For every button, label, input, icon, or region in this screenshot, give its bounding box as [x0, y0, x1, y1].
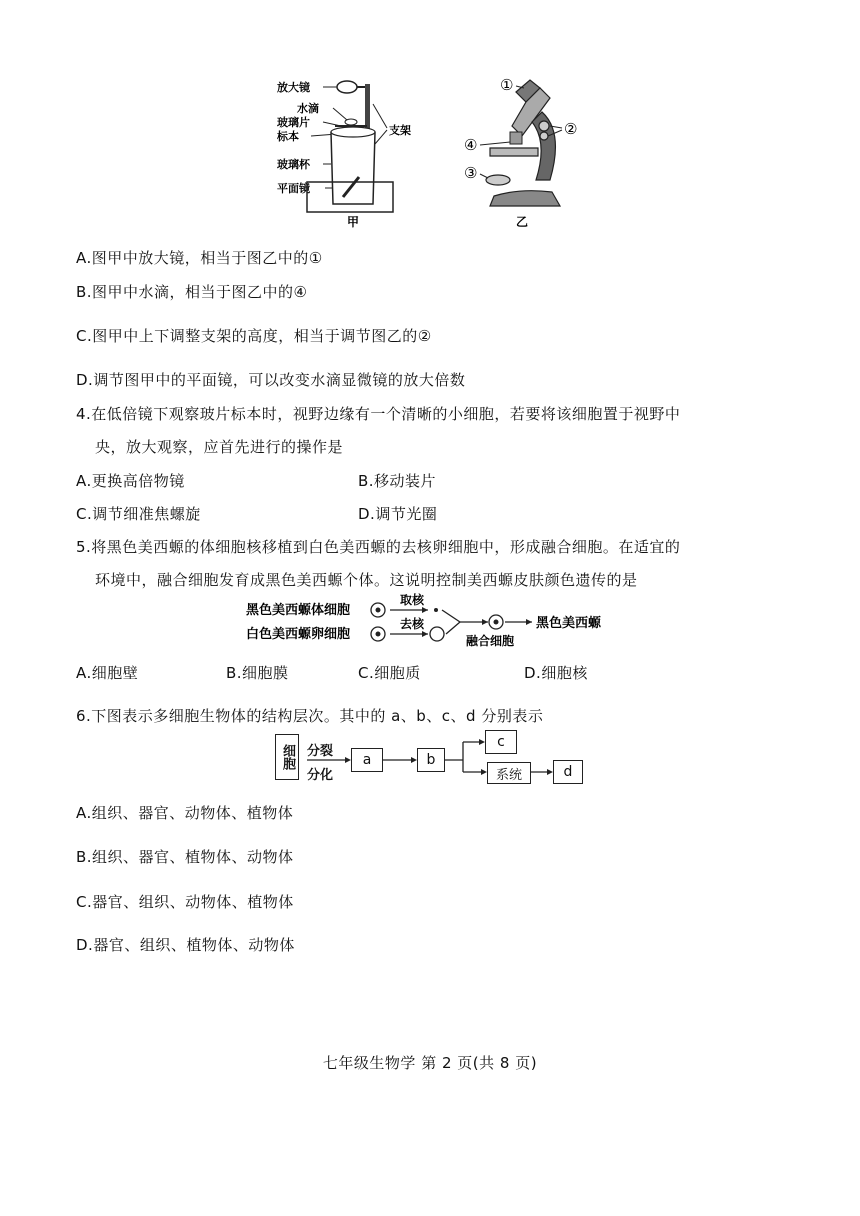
marker-4: ④ [464, 136, 478, 154]
figure-jia [275, 72, 435, 232]
q4-option-b: B.移动装片 [358, 472, 437, 490]
q6-action-differentiate: 分化 [307, 768, 334, 783]
q6-diagram [275, 730, 585, 786]
q3-option-c: C.图甲中上下调整支架的高度，相当于调节图乙的② [76, 327, 432, 345]
q6-box-d: d [553, 760, 583, 784]
q3-option-a: A.图甲中放大镜，相当于图乙中的① [76, 249, 323, 267]
q5-option-d: D.细胞核 [524, 664, 588, 682]
q5-diagram [244, 592, 616, 650]
q6-action-divide: 分裂 [307, 744, 334, 759]
q5-row2-action: 去核 [400, 617, 425, 631]
q5-row2-label: 白色美西螈卵细胞 [246, 627, 351, 642]
label-magnifier: 放大镜 [277, 81, 310, 94]
label-plane-mirror: 平面镜 [277, 182, 310, 195]
q6-cell-label: 细胞 [280, 744, 295, 770]
marker-1: ① [500, 76, 514, 94]
q6-box-c: c [485, 730, 517, 754]
label-support: 支架 [389, 124, 411, 137]
figure-yi [460, 72, 590, 232]
label-glass-cup: 玻璃杯 [277, 158, 310, 171]
q6-box-a: a [351, 748, 383, 772]
q4-stem-line2: 央，放大观察，应首先进行的操作是 [95, 438, 344, 456]
label-glass-slide: 玻璃片 [277, 116, 310, 129]
q4-option-c: C.调节细准焦螺旋 [76, 505, 201, 523]
q4-option-d: D.调节光圈 [358, 505, 438, 523]
q6-option-b: B.组织、器官、植物体、动物体 [76, 848, 294, 866]
q3-option-d: D.调节图甲中的平面镜，可以改变水滴显微镜的放大倍数 [76, 371, 466, 389]
q6-option-d: D.器官、组织、植物体、动物体 [76, 936, 295, 954]
q5-result-label: 黑色美西螈 [536, 616, 602, 631]
caption-yi: 乙 [516, 215, 529, 229]
q6-option-a: A.组织、器官、动物体、植物体 [76, 804, 294, 822]
q5-fusion-label: 融合细胞 [466, 634, 515, 648]
q5-stem-line2: 环境中，融合细胞发育成黑色美西螈个体。这说明控制美西螈皮肤颜色遗传的是 [95, 571, 638, 589]
q4-option-a: A.更换高倍物镜 [76, 472, 185, 490]
q4-stem-line1: 4.在低倍镜下观察玻片标本时，视野边缘有一个清晰的小细胞，若要将该细胞置于视野中 [76, 405, 681, 423]
q6-option-c: C.器官、组织、动物体、植物体 [76, 893, 294, 911]
q5-option-b: B.细胞膜 [226, 664, 289, 682]
page-footer: 七年级生物学 第 2 页(共 8 页) [322, 1054, 538, 1072]
q5-option-a: A.细胞壁 [76, 664, 139, 682]
q6-box-system: 系统 [487, 762, 531, 784]
q5-row1-action: 取核 [400, 593, 425, 607]
label-specimen: 标本 [277, 130, 299, 143]
q5-stem-line1: 5.将黑色美西螈的体细胞核移植到白色美西螈的去核卵细胞中，形成融合细胞。在适宜的 [76, 538, 681, 556]
marker-2: ② [564, 120, 578, 138]
q5-row1-label: 黑色美西螈体细胞 [246, 603, 351, 618]
q6-stem: 6.下图表示多细胞生物体的结构层次。其中的 a、b、c、d 分别表示 [76, 707, 544, 725]
caption-jia: 甲 [347, 215, 360, 229]
q5-option-c: C.细胞质 [358, 664, 421, 682]
q6-box-b: b [417, 748, 445, 772]
label-water-drop: 水滴 [297, 102, 319, 115]
q3-option-b: B.图甲中水滴，相当于图乙中的④ [76, 283, 308, 301]
marker-3: ③ [464, 164, 478, 182]
